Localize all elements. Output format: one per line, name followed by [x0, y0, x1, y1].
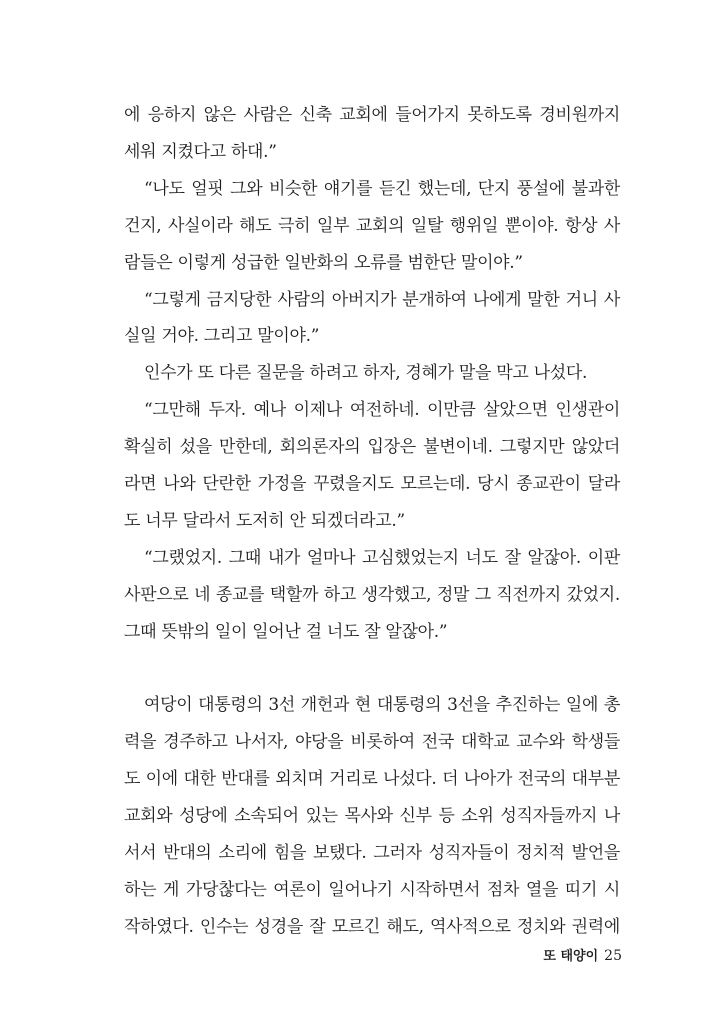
text-line: “그만해 두자. 예나 이제나 여전하네. 이만큼 살았으면 인생관이	[144, 400, 620, 421]
text-line: 하는 게 가당찮다는 여론이 일어나기 시작하면서 점차 열을 띠기 시	[124, 880, 620, 901]
text-line: “그랬었지. 그때 내가 얼마나 고심했었는지 너도 잘 알잖아. 이판	[144, 547, 620, 568]
text-line: 인수가 또 다른 질문을 하려고 하자, 경혜가 말을 막고 나섰다.	[144, 363, 588, 384]
text-line: 사판으로 네 종교를 택할까 하고 생각했고, 정말 그 직전까지 갔었지.	[124, 584, 620, 605]
paragraph	[124, 97, 620, 171]
paragraph	[124, 687, 620, 945]
text-line: 서서 반대의 소리에 힘을 보탰다. 그러자 성직자들이 정치적 발언을	[124, 843, 620, 864]
text-line: 여당이 대통령의 3선 개헌과 현 대통령의 3선을 추진하는 일에 총	[144, 695, 620, 716]
text-line: 람들은 이렇게 성급한 일반화의 오류를 범한단 말이야.”	[124, 252, 523, 273]
text-line: “그렇게 금지당한 사람의 아버지가 분개하여 나에게 말한 거니 사	[144, 289, 620, 310]
text-line: 확실히 섰을 만한데, 회의론자의 입장은 불변이네. 그렇지만 않았더	[124, 437, 620, 458]
running-title: 또 태양이	[543, 949, 599, 964]
text-line: 세워 지켰다고 하대.”	[124, 141, 277, 162]
paragraph	[124, 282, 620, 356]
paragraph	[124, 392, 620, 540]
text-line: 교회와 성당에 소속되어 있는 목사와 신부 등 소위 성직자들까지 나	[124, 806, 620, 827]
text-line: 력을 경주하고 나서자, 야당을 비롯하여 전국 대학교 교수와 학생들	[124, 732, 620, 753]
paragraph	[124, 540, 620, 651]
page-number: 25	[604, 948, 622, 964]
body-text	[124, 97, 620, 946]
text-line: “나도 얼핏 그와 비슷한 얘기를 듣긴 했는데, 단지 풍설에 불과한	[144, 178, 620, 199]
text-line: 라면 나와 단란한 가정을 꾸렸을지도 모르는데. 당시 종교관이 달라	[124, 474, 620, 495]
text-line: 실일 거야. 그리고 말이야.”	[124, 326, 320, 347]
text-line: 에 응하지 않은 사람은 신축 교회에 들어가지 못하도록 경비원까지	[124, 105, 620, 125]
paragraph	[124, 171, 620, 282]
text-line: 도 이에 대한 반대를 외치며 거리로 나섰다. 더 나아가 전국의 대부분	[124, 769, 620, 790]
text-line: 건지, 사실이라 해도 극히 일부 교회의 일탈 행위일 뿐이야. 항상 사	[124, 215, 620, 236]
section-break	[124, 651, 620, 688]
page-footer	[543, 945, 622, 964]
text-line: 그때 뜻밖의 일이 일어난 걸 너도 잘 알잖아.”	[124, 621, 448, 642]
text-line: 작하였다. 인수는 성경을 잘 모르긴 해도, 역사적으로 정치와 권력에	[124, 916, 620, 937]
paragraph	[124, 355, 620, 392]
text-line: 도 너무 달라서 도저히 안 되겠더라고.”	[124, 510, 405, 531]
